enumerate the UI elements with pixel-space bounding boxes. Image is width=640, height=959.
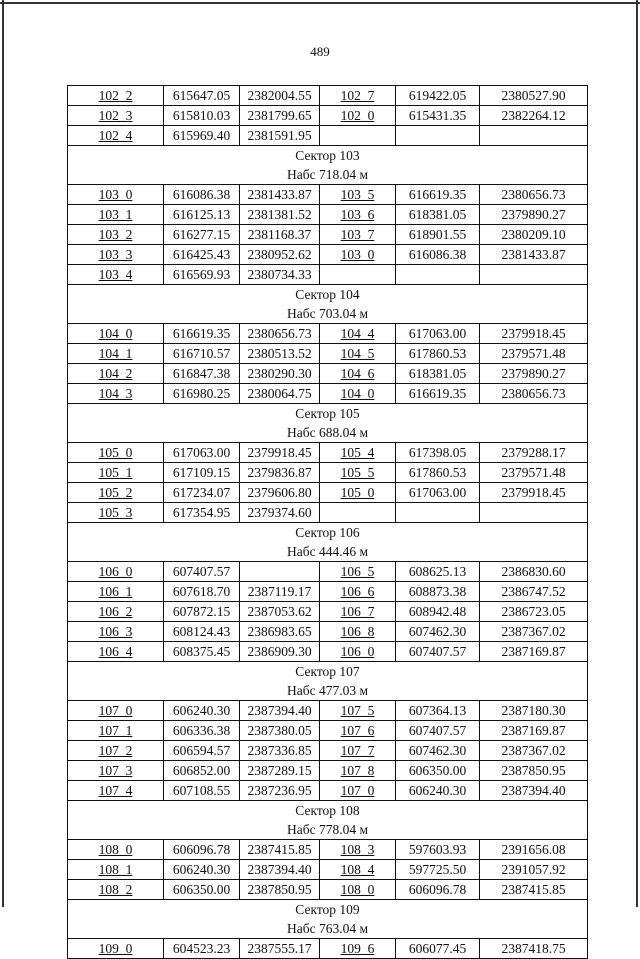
y-coordinate-cell: 2380952.62 (240, 245, 320, 265)
x-coordinate-cell: 616569.93 (164, 265, 240, 285)
x-coordinate-cell: 618901.55 (396, 225, 480, 245)
table-row (68, 840, 588, 860)
point-id-cell: 102_0 (320, 106, 396, 126)
point-id-cell (320, 265, 396, 285)
point-id-cell: 104_2 (68, 364, 164, 384)
point-id-cell: 103_2 (68, 225, 164, 245)
x-coordinate-cell: 607872.15 (164, 602, 240, 622)
table-row (68, 205, 588, 225)
table-row (68, 880, 588, 900)
coordinates-table (67, 85, 588, 959)
y-coordinate-cell: 2386983.65 (240, 622, 320, 642)
sector-header-row (68, 523, 588, 543)
x-coordinate-cell: 597603.93 (396, 840, 480, 860)
x-coordinate-cell: 606240.30 (164, 860, 240, 880)
sector-header-row (68, 662, 588, 682)
y-coordinate-cell: 2387418.75 (480, 939, 588, 959)
point-id-cell: 102_3 (68, 106, 164, 126)
point-id-cell: 107_0 (320, 781, 396, 801)
x-coordinate-cell: 606336.38 (164, 721, 240, 741)
table-row (68, 443, 588, 463)
point-id-cell: 108_0 (68, 840, 164, 860)
point-id-cell: 107_2 (68, 741, 164, 761)
point-id-cell: 103_1 (68, 205, 164, 225)
point-id-cell: 107_1 (68, 721, 164, 741)
y-coordinate-cell: 2379890.27 (480, 205, 588, 225)
point-id-cell: 103_0 (68, 185, 164, 205)
x-coordinate-cell: 615810.03 (164, 106, 240, 126)
table-row (68, 245, 588, 265)
scan-border-top (0, 2, 640, 4)
y-coordinate-cell: 2387850.95 (480, 761, 588, 781)
point-id-cell: 105_0 (68, 443, 164, 463)
x-coordinate-cell: 606350.00 (396, 761, 480, 781)
point-id-cell: 105_3 (68, 503, 164, 523)
x-coordinate-cell: 608124.43 (164, 622, 240, 642)
table-row (68, 265, 588, 285)
x-coordinate-cell: 615647.05 (164, 86, 240, 106)
sector-elevation: Набс 477.03 м (68, 681, 588, 701)
x-coordinate-cell: 607407.57 (396, 721, 480, 741)
x-coordinate-cell: 618381.05 (396, 364, 480, 384)
x-coordinate-cell: 616425.43 (164, 245, 240, 265)
y-coordinate-cell: 2386723.05 (480, 602, 588, 622)
sector-title: Сектор 107 (68, 662, 588, 682)
x-coordinate-cell: 607364.13 (396, 701, 480, 721)
table-row (68, 622, 588, 642)
x-coordinate-cell (396, 503, 480, 523)
sector-elevation: Набс 763.04 м (68, 919, 588, 939)
y-coordinate-cell: 2387180.30 (480, 701, 588, 721)
y-coordinate-cell: 2381381.52 (240, 205, 320, 225)
point-id-cell: 103_7 (320, 225, 396, 245)
y-coordinate-cell: 2382264.12 (480, 106, 588, 126)
point-id-cell: 104_3 (68, 384, 164, 404)
x-coordinate-cell: 617109.15 (164, 463, 240, 483)
x-coordinate-cell: 616277.15 (164, 225, 240, 245)
point-id-cell: 106_1 (68, 582, 164, 602)
x-coordinate-cell: 606350.00 (164, 880, 240, 900)
y-coordinate-cell: 2387119.17 (240, 582, 320, 602)
x-coordinate-cell: 606096.78 (396, 880, 480, 900)
point-id-cell: 107_5 (320, 701, 396, 721)
y-coordinate-cell: 2386747.52 (480, 582, 588, 602)
sector-elevation: Набс 718.04 м (68, 165, 588, 185)
x-coordinate-cell (396, 265, 480, 285)
table-row (68, 562, 588, 582)
y-coordinate-cell: 2387336.85 (240, 741, 320, 761)
table-row (68, 503, 588, 523)
x-coordinate-cell: 619422.05 (396, 86, 480, 106)
point-id-cell: 106_0 (68, 562, 164, 582)
point-id-cell: 105_0 (320, 483, 396, 503)
scan-border-left (2, 0, 4, 907)
y-coordinate-cell: 2387394.40 (240, 701, 320, 721)
point-id-cell: 102_2 (68, 86, 164, 106)
point-id-cell: 104_1 (68, 344, 164, 364)
x-coordinate-cell: 617063.00 (396, 483, 480, 503)
y-coordinate-cell: 2380290.30 (240, 364, 320, 384)
y-coordinate-cell: 2381799.65 (240, 106, 320, 126)
x-coordinate-cell: 616125.13 (164, 205, 240, 225)
x-coordinate-cell: 617860.53 (396, 463, 480, 483)
point-id-cell: 106_4 (68, 642, 164, 662)
y-coordinate-cell (240, 562, 320, 582)
point-id-cell: 107_7 (320, 741, 396, 761)
x-coordinate-cell: 615431.35 (396, 106, 480, 126)
x-coordinate-cell (396, 126, 480, 146)
y-coordinate-cell: 2379836.87 (240, 463, 320, 483)
sector-elevation-row (68, 919, 588, 939)
y-coordinate-cell: 2380734.33 (240, 265, 320, 285)
y-coordinate-cell: 2391656.08 (480, 840, 588, 860)
y-coordinate-cell: 2387415.85 (240, 840, 320, 860)
x-coordinate-cell: 616619.35 (396, 185, 480, 205)
y-coordinate-cell: 2380656.73 (480, 185, 588, 205)
point-id-cell: 102_7 (320, 86, 396, 106)
y-coordinate-cell: 2380064.75 (240, 384, 320, 404)
point-id-cell: 108_4 (320, 860, 396, 880)
x-coordinate-cell: 616086.38 (396, 245, 480, 265)
x-coordinate-cell: 616619.35 (164, 324, 240, 344)
point-id-cell: 107_4 (68, 781, 164, 801)
table-row (68, 642, 588, 662)
point-id-cell: 106_2 (68, 602, 164, 622)
point-id-cell: 103_6 (320, 205, 396, 225)
table-row (68, 582, 588, 602)
x-coordinate-cell: 608942.48 (396, 602, 480, 622)
x-coordinate-cell: 616710.57 (164, 344, 240, 364)
y-coordinate-cell (480, 265, 588, 285)
y-coordinate-cell: 2381591.95 (240, 126, 320, 146)
point-id-cell: 105_4 (320, 443, 396, 463)
sector-header-row (68, 900, 588, 920)
sector-header-row (68, 146, 588, 166)
y-coordinate-cell: 2387415.85 (480, 880, 588, 900)
x-coordinate-cell: 607462.30 (396, 741, 480, 761)
sector-title: Сектор 106 (68, 523, 588, 543)
y-coordinate-cell: 2379918.45 (480, 324, 588, 344)
y-coordinate-cell: 2387367.02 (480, 741, 588, 761)
table-row (68, 761, 588, 781)
sector-elevation-row (68, 681, 588, 701)
table-row (68, 384, 588, 404)
table-row (68, 483, 588, 503)
point-id-cell: 109_0 (68, 939, 164, 959)
table-row (68, 781, 588, 801)
y-coordinate-cell: 2387367.02 (480, 622, 588, 642)
x-coordinate-cell: 607407.57 (396, 642, 480, 662)
y-coordinate-cell: 2379918.45 (480, 483, 588, 503)
y-coordinate-cell: 2387169.87 (480, 642, 588, 662)
y-coordinate-cell: 2387394.40 (240, 860, 320, 880)
table-row (68, 185, 588, 205)
x-coordinate-cell: 617354.95 (164, 503, 240, 523)
x-coordinate-cell: 597725.50 (396, 860, 480, 880)
x-coordinate-cell: 606240.30 (164, 701, 240, 721)
y-coordinate-cell: 2379288.17 (480, 443, 588, 463)
point-id-cell: 106_8 (320, 622, 396, 642)
y-coordinate-cell (480, 126, 588, 146)
x-coordinate-cell: 607462.30 (396, 622, 480, 642)
sector-title: Сектор 109 (68, 900, 588, 920)
sector-elevation: Набс 778.04 м (68, 820, 588, 840)
sector-elevation: Набс 688.04 м (68, 423, 588, 443)
point-id-cell: 103_4 (68, 265, 164, 285)
point-id-cell: 108_0 (320, 880, 396, 900)
page-number: 489 (310, 44, 330, 59)
sector-title: Сектор 108 (68, 801, 588, 821)
point-id-cell: 104_5 (320, 344, 396, 364)
y-coordinate-cell: 2380527.90 (480, 86, 588, 106)
sector-header-row (68, 404, 588, 424)
x-coordinate-cell: 606594.57 (164, 741, 240, 761)
x-coordinate-cell: 607618.70 (164, 582, 240, 602)
sector-title: Сектор 103 (68, 146, 588, 166)
x-coordinate-cell: 616980.25 (164, 384, 240, 404)
sector-elevation: Набс 703.04 м (68, 304, 588, 324)
table-row (68, 602, 588, 622)
x-coordinate-cell: 617063.00 (164, 443, 240, 463)
sector-title: Сектор 104 (68, 285, 588, 305)
y-coordinate-cell: 2381168.37 (240, 225, 320, 245)
point-id-cell: 107_0 (68, 701, 164, 721)
x-coordinate-cell: 606852.00 (164, 761, 240, 781)
point-id-cell: 107_3 (68, 761, 164, 781)
x-coordinate-cell: 608375.45 (164, 642, 240, 662)
y-coordinate-cell: 2382004.55 (240, 86, 320, 106)
point-id-cell: 106_6 (320, 582, 396, 602)
table-row (68, 741, 588, 761)
point-id-cell: 102_4 (68, 126, 164, 146)
y-coordinate-cell: 2387053.62 (240, 602, 320, 622)
point-id-cell (320, 126, 396, 146)
x-coordinate-cell: 607407.57 (164, 562, 240, 582)
point-id-cell: 104_0 (320, 384, 396, 404)
table-row (68, 701, 588, 721)
point-id-cell: 105_5 (320, 463, 396, 483)
x-coordinate-cell: 608873.38 (396, 582, 480, 602)
y-coordinate-cell: 2380209.10 (480, 225, 588, 245)
point-id-cell: 108_1 (68, 860, 164, 880)
sector-title: Сектор 105 (68, 404, 588, 424)
table-row (68, 86, 588, 106)
y-coordinate-cell: 2387236.95 (240, 781, 320, 801)
sector-elevation-row (68, 165, 588, 185)
table-row (68, 463, 588, 483)
y-coordinate-cell: 2380513.52 (240, 344, 320, 364)
point-id-cell: 108_3 (320, 840, 396, 860)
point-id-cell: 104_4 (320, 324, 396, 344)
point-id-cell: 105_2 (68, 483, 164, 503)
table-row (68, 324, 588, 344)
point-id-cell: 106_3 (68, 622, 164, 642)
table-row (68, 939, 588, 959)
y-coordinate-cell: 2379918.45 (240, 443, 320, 463)
point-id-cell: 103_5 (320, 185, 396, 205)
y-coordinate-cell: 2380656.73 (480, 384, 588, 404)
point-id-cell: 109_6 (320, 939, 396, 959)
y-coordinate-cell: 2387394.40 (480, 781, 588, 801)
y-coordinate-cell: 2379606.80 (240, 483, 320, 503)
point-id-cell: 107_6 (320, 721, 396, 741)
table-row (68, 364, 588, 384)
y-coordinate-cell: 2386909.30 (240, 642, 320, 662)
y-coordinate-cell: 2387850.95 (240, 880, 320, 900)
y-coordinate-cell: 2379571.48 (480, 344, 588, 364)
sector-header-row (68, 801, 588, 821)
x-coordinate-cell: 616619.35 (396, 384, 480, 404)
y-coordinate-cell: 2387169.87 (480, 721, 588, 741)
sector-elevation-row (68, 542, 588, 562)
point-id-cell: 108_2 (68, 880, 164, 900)
point-id-cell (320, 503, 396, 523)
y-coordinate-cell: 2379890.27 (480, 364, 588, 384)
y-coordinate-cell: 2380656.73 (240, 324, 320, 344)
x-coordinate-cell: 617398.05 (396, 443, 480, 463)
x-coordinate-cell: 618381.05 (396, 205, 480, 225)
x-coordinate-cell: 608625.13 (396, 562, 480, 582)
y-coordinate-cell: 2379374.60 (240, 503, 320, 523)
point-id-cell: 103_0 (320, 245, 396, 265)
y-coordinate-cell: 2387289.15 (240, 761, 320, 781)
point-id-cell: 104_0 (68, 324, 164, 344)
x-coordinate-cell: 616086.38 (164, 185, 240, 205)
sector-header-row (68, 285, 588, 305)
y-coordinate-cell: 2386830.60 (480, 562, 588, 582)
scan-border-right (636, 0, 638, 907)
point-id-cell: 106_0 (320, 642, 396, 662)
y-coordinate-cell (480, 503, 588, 523)
table-row (68, 721, 588, 741)
y-coordinate-cell: 2381433.87 (480, 245, 588, 265)
x-coordinate-cell: 617860.53 (396, 344, 480, 364)
table-row (68, 225, 588, 245)
table-row (68, 860, 588, 880)
y-coordinate-cell: 2387555.17 (240, 939, 320, 959)
y-coordinate-cell: 2381433.87 (240, 185, 320, 205)
point-id-cell: 103_3 (68, 245, 164, 265)
x-coordinate-cell: 607108.55 (164, 781, 240, 801)
x-coordinate-cell: 606077.45 (396, 939, 480, 959)
sector-elevation-row (68, 820, 588, 840)
y-coordinate-cell: 2379571.48 (480, 463, 588, 483)
y-coordinate-cell: 2387380.05 (240, 721, 320, 741)
x-coordinate-cell: 606240.30 (396, 781, 480, 801)
x-coordinate-cell: 615969.40 (164, 126, 240, 146)
sector-elevation-row (68, 304, 588, 324)
table-row (68, 126, 588, 146)
point-id-cell: 106_7 (320, 602, 396, 622)
sector-elevation: Набс 444.46 м (68, 542, 588, 562)
point-id-cell: 104_6 (320, 364, 396, 384)
y-coordinate-cell: 2391057.92 (480, 860, 588, 880)
table-row (68, 106, 588, 126)
x-coordinate-cell: 606096.78 (164, 840, 240, 860)
x-coordinate-cell: 617063.00 (396, 324, 480, 344)
point-id-cell: 105_1 (68, 463, 164, 483)
point-id-cell: 107_8 (320, 761, 396, 781)
table-row (68, 344, 588, 364)
x-coordinate-cell: 604523.23 (164, 939, 240, 959)
x-coordinate-cell: 616847.38 (164, 364, 240, 384)
x-coordinate-cell: 617234.07 (164, 483, 240, 503)
point-id-cell: 106_5 (320, 562, 396, 582)
sector-elevation-row (68, 423, 588, 443)
